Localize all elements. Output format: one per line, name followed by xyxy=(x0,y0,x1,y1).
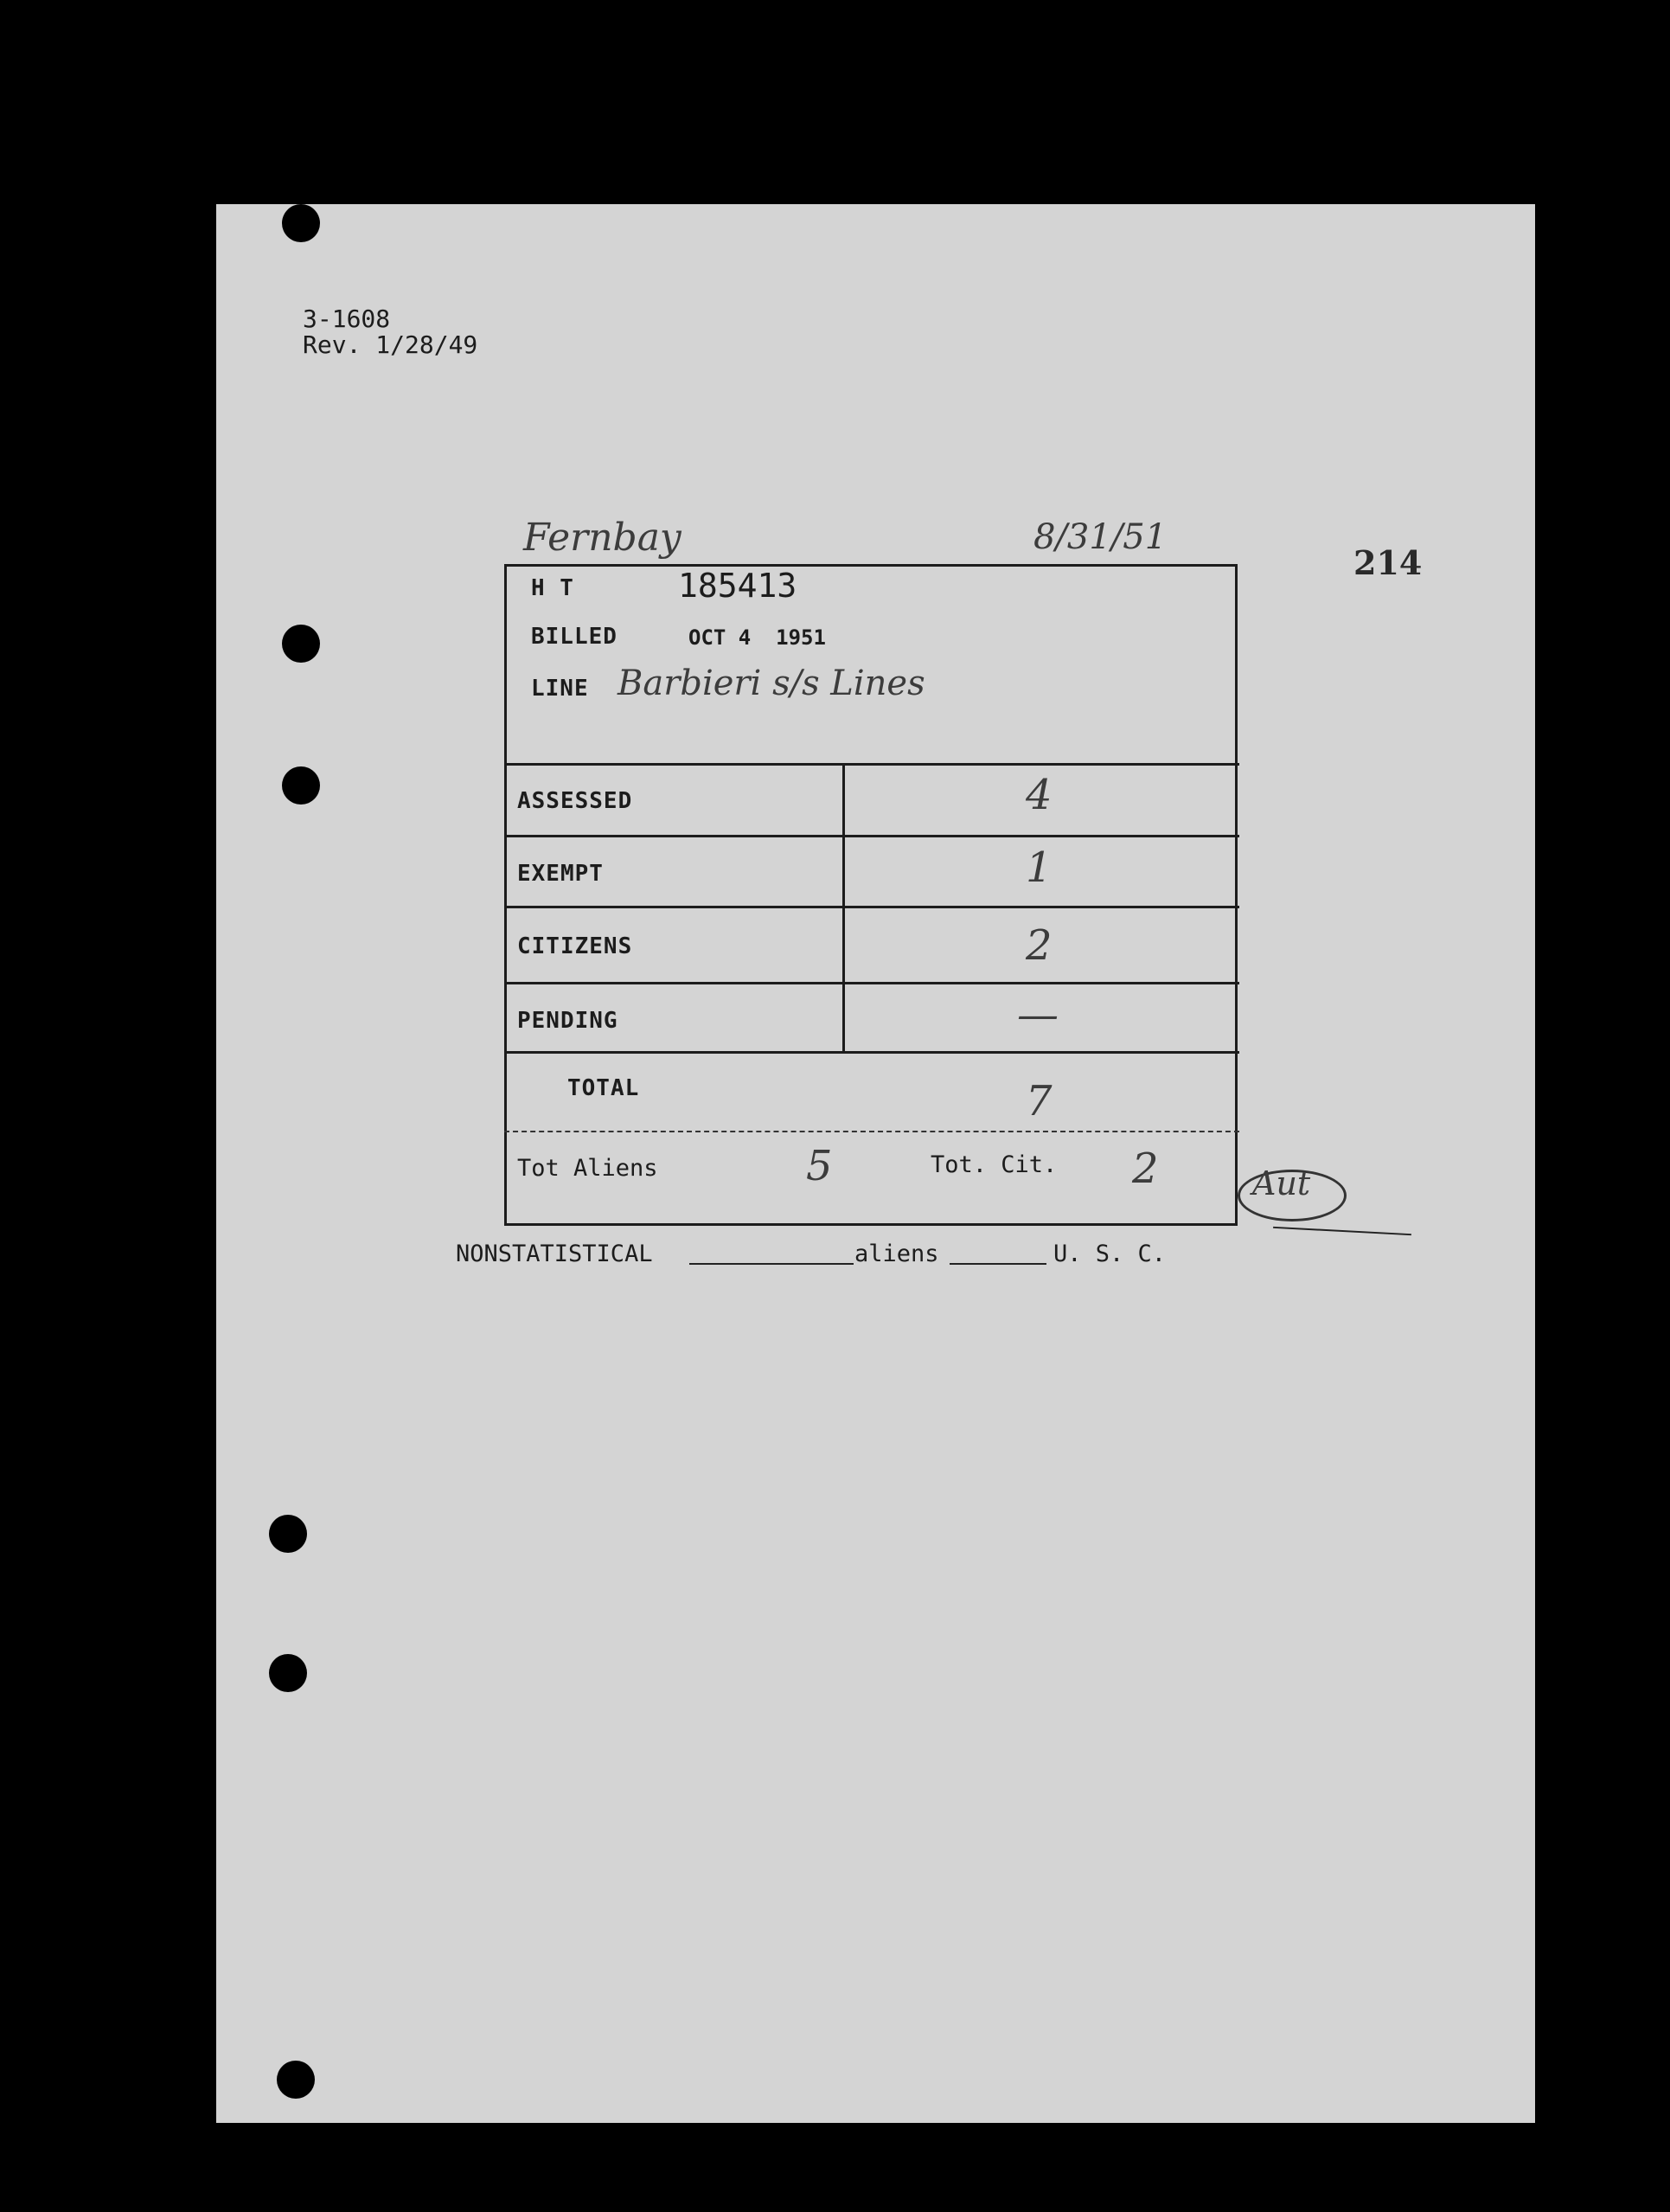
punch-hole xyxy=(277,2061,315,2099)
row-divider xyxy=(504,1051,1239,1054)
row-divider xyxy=(504,763,1239,766)
nonstatistical-blank xyxy=(689,1263,854,1265)
document-page xyxy=(216,204,1535,2123)
nonstatistical-label: NONSTATISTICAL xyxy=(456,1241,653,1267)
pending-value: — xyxy=(1017,991,1059,1039)
form-number: 3-1608 xyxy=(303,305,391,333)
citizens-value: 2 xyxy=(1026,921,1053,970)
line-value: Barbieri s/s Lines xyxy=(617,664,925,703)
punch-hole xyxy=(269,1654,307,1692)
line-label: LINE xyxy=(531,676,589,702)
row-divider xyxy=(504,1131,1239,1132)
tot-cit-value: 2 xyxy=(1132,1144,1159,1193)
total-value: 7 xyxy=(1026,1077,1053,1125)
row-divider xyxy=(504,835,1239,837)
usc-label: U. S. C. xyxy=(1053,1241,1167,1267)
form-revision: Rev. 1/28/49 xyxy=(303,330,478,359)
aliens-label: aliens xyxy=(854,1241,939,1267)
billed-label: BILLED xyxy=(531,624,617,650)
punch-hole xyxy=(282,625,320,663)
assessed-label: ASSESSED xyxy=(517,788,633,814)
page-number-stamp: 214 xyxy=(1353,543,1423,582)
tot-aliens-value: 5 xyxy=(806,1142,833,1190)
manifest-form xyxy=(504,564,1238,1226)
total-label: TOTAL xyxy=(567,1075,640,1101)
exempt-label: EXEMPT xyxy=(517,861,604,887)
punch-hole xyxy=(282,204,320,242)
citizens-label: CITIZENS xyxy=(517,933,633,959)
row-divider xyxy=(504,982,1239,984)
row-divider xyxy=(504,906,1239,908)
tot-aliens-label: Tot Aliens xyxy=(517,1155,658,1182)
punch-hole xyxy=(269,1515,307,1553)
punch-hole xyxy=(282,766,320,805)
handwritten-ship-name: Fernbay xyxy=(523,516,681,560)
exempt-value: 1 xyxy=(1026,843,1053,892)
ht-label: H T xyxy=(531,575,574,601)
aliens-blank xyxy=(950,1263,1046,1265)
initials-stroke xyxy=(1273,1227,1411,1235)
assessed-value: 4 xyxy=(1026,771,1053,819)
ht-value: 185413 xyxy=(678,567,797,605)
column-divider xyxy=(842,763,845,1053)
handwritten-date: 8/31/51 xyxy=(1033,517,1168,557)
pending-label: PENDING xyxy=(517,1008,618,1034)
handwritten-initials: Aut xyxy=(1252,1164,1311,1202)
tot-cit-label: Tot. Cit. xyxy=(931,1151,1058,1178)
billed-value: OCT 4 1951 xyxy=(688,625,826,650)
